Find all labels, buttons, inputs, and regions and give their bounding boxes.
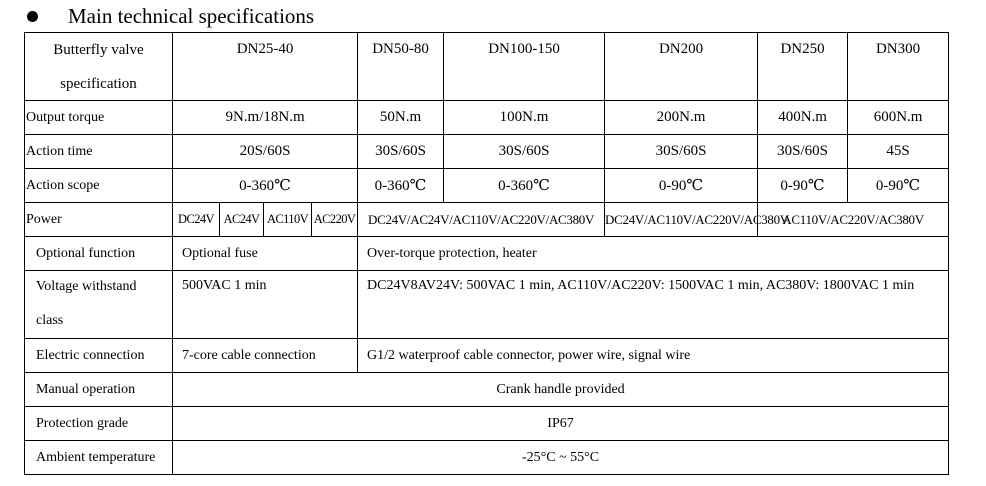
- table-cell: DC24V/AC110V/AC220V/AC380V: [605, 203, 758, 237]
- table-cell: Over-torque protection, heater: [358, 237, 949, 271]
- table-cell: 600N.m: [848, 101, 949, 135]
- table-row: [25, 339, 949, 373]
- table-row: [25, 441, 949, 475]
- header-spec-cell: [25, 33, 173, 101]
- table-cell: 30S/60S: [758, 135, 848, 169]
- table-cell: Crank handle provided: [173, 373, 949, 407]
- section-title: Main technical specifications: [68, 3, 315, 28]
- table-row: [25, 407, 949, 441]
- header-size-dn50-80: DN50-80: [358, 33, 444, 101]
- row-label-action-scope: Action scope: [25, 169, 173, 203]
- header-spec-line2: specification: [60, 76, 137, 92]
- table-cell: IP67: [173, 407, 949, 441]
- header-size-dn25-40: DN25-40: [173, 33, 358, 101]
- table-row: [25, 271, 949, 339]
- row-label-action-time: Action time: [25, 135, 173, 169]
- row-label-line: class: [36, 313, 64, 328]
- table-cell: 30S/60S: [444, 135, 605, 169]
- table-row: [25, 169, 949, 203]
- bullet-icon: [27, 11, 38, 22]
- table-cell: AC220V: [312, 203, 358, 237]
- table-cell: AC110V/AC220V/AC380V: [758, 203, 949, 237]
- section-heading: [27, 2, 314, 30]
- table-cell: 400N.m: [758, 101, 848, 135]
- table-row: [25, 373, 949, 407]
- row-label-electric-connection: Electric connection: [25, 339, 173, 373]
- table-cell: 20S/60S: [173, 135, 358, 169]
- table-cell: 50N.m: [358, 101, 444, 135]
- row-label-power: Power: [25, 203, 173, 237]
- table-cell: 30S/60S: [358, 135, 444, 169]
- table-cell: 100N.m: [444, 101, 605, 135]
- table-cell: 0-90℃: [848, 169, 949, 203]
- header-size-dn250: DN250: [758, 33, 848, 101]
- table-cell: 45S: [848, 135, 949, 169]
- row-label-line: Voltage withstand: [36, 279, 137, 294]
- table-cell: 0-360℃: [173, 169, 358, 203]
- row-label-voltage-withstand: [25, 271, 173, 339]
- table-cell: 200N.m: [605, 101, 758, 135]
- table-cell: 30S/60S: [605, 135, 758, 169]
- specifications-table: [24, 32, 949, 475]
- table-header-row: [25, 33, 949, 101]
- table-row: [25, 237, 949, 271]
- header-size-dn200: DN200: [605, 33, 758, 101]
- row-label-output-torque: Output torque: [25, 101, 173, 135]
- table-cell: DC24V/AC24V/AC110V/AC220V/AC380V: [358, 203, 605, 237]
- header-size-dn300: DN300: [848, 33, 949, 101]
- table-cell: 500VAC 1 min: [173, 271, 358, 339]
- table-cell: 0-360℃: [358, 169, 444, 203]
- table-cell: 7-core cable connection: [173, 339, 358, 373]
- table-row: [25, 101, 949, 135]
- row-label-ambient-temperature: Ambient temperature: [25, 441, 173, 475]
- table-cell: 0-360℃: [444, 169, 605, 203]
- table-cell: DC24V8AV24V: 500VAC 1 min, AC110V/AC220V: 1500VAC 1 min, AC380V: 1800VAC 1 min: [358, 271, 949, 339]
- table-row: [25, 203, 949, 237]
- table-cell: 0-90℃: [758, 169, 848, 203]
- row-label-optional-function: Optional function: [25, 237, 173, 271]
- row-label-protection-grade: Protection grade: [25, 407, 173, 441]
- table-cell: AC24V: [220, 203, 264, 237]
- table-row: [25, 135, 949, 169]
- table-cell: DC24V: [173, 203, 220, 237]
- header-spec-line1: Butterfly valve: [53, 42, 144, 58]
- table-cell: -25°C ~ 55°C: [173, 441, 949, 475]
- table-cell: Optional fuse: [173, 237, 358, 271]
- table-cell: 0-90℃: [605, 169, 758, 203]
- table-cell: G1/2 waterproof cable connector, power wire, signal wire: [358, 339, 949, 373]
- header-size-dn100-150: DN100-150: [444, 33, 605, 101]
- table-cell: 9N.m/18N.m: [173, 101, 358, 135]
- table-cell: AC110V: [264, 203, 312, 237]
- row-label-manual-operation: Manual operation: [25, 373, 173, 407]
